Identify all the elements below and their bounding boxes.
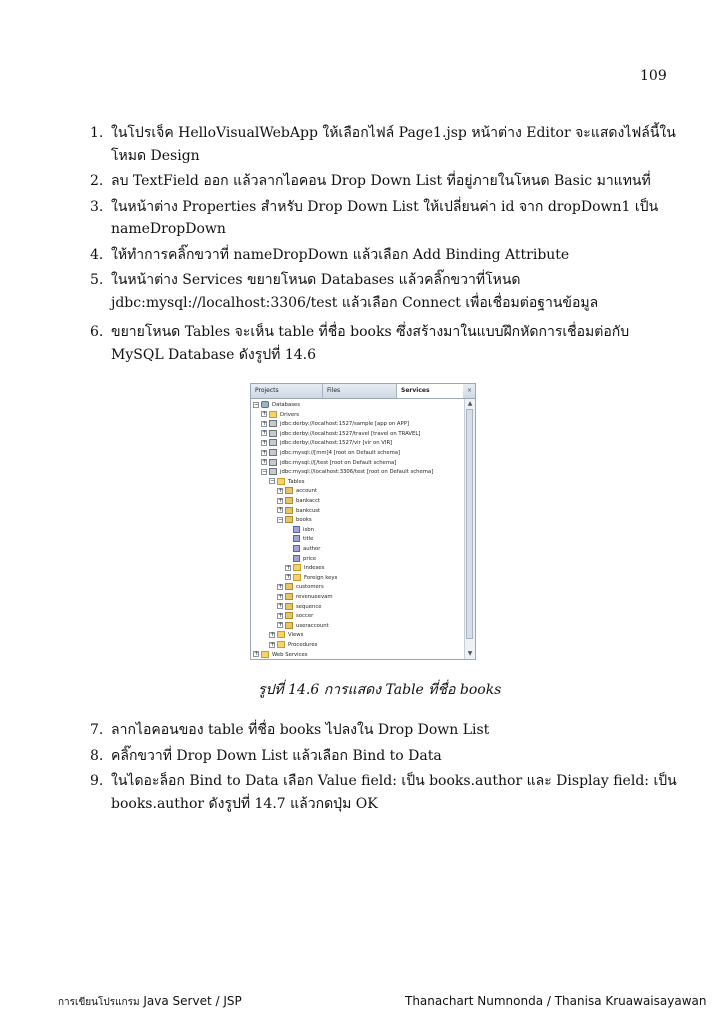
expand-icon[interactable]: + xyxy=(262,458,268,466)
expand-icon[interactable]: + xyxy=(286,563,292,571)
tree-node-label: Procedures xyxy=(288,642,318,648)
tree-node-label: price xyxy=(303,555,317,562)
footer-course-title xyxy=(58,994,242,1010)
conn-icon xyxy=(269,449,277,456)
folder-icon xyxy=(293,564,301,571)
figure-caption: รูปที่ 14.6 การแสดง Table ที่ชื่อ books xyxy=(258,682,502,698)
expand-icon[interactable]: + xyxy=(278,582,284,590)
page-number: 109 xyxy=(640,68,667,84)
tree-node[interactable] xyxy=(293,554,316,564)
expand-icon[interactable]: + xyxy=(278,496,284,504)
tree-node-label: revenueevam xyxy=(296,594,333,600)
tree-node-label: isbn xyxy=(303,526,314,533)
step-number: 3. xyxy=(90,198,104,215)
step-number: 1. xyxy=(90,125,104,141)
window-tab-bar xyxy=(251,384,475,399)
step-text: ในไดอะล็อก Bind to Data เลือก Value field: เป็น books.author และ Display field: เป็น books.author ดังรูปที่ 14.7 แล้วกดปุ่ม OK xyxy=(111,773,677,812)
tree-node-label: sequence xyxy=(296,603,322,610)
folder-icon xyxy=(261,651,269,658)
tree-node[interactable] xyxy=(293,544,320,554)
table-icon xyxy=(285,583,293,590)
table-icon xyxy=(285,593,293,600)
conn-icon xyxy=(269,430,277,437)
step-number: 4. xyxy=(90,246,104,263)
close-icon[interactable]: × xyxy=(466,387,472,394)
folder-icon xyxy=(277,478,285,485)
tree-node[interactable] xyxy=(285,563,324,573)
tab-files[interactable]: Files xyxy=(323,384,397,398)
step-number: 9. xyxy=(90,773,104,789)
step-item xyxy=(82,122,682,167)
tree-node[interactable] xyxy=(293,525,314,535)
step-text: ให้ทำการคลิ๊กขวาที่ nameDropDown แล้วเลือก Add Binding Attribute xyxy=(111,246,570,263)
table-icon xyxy=(285,487,293,494)
tree-node-label: Drivers xyxy=(280,411,300,418)
table-icon xyxy=(285,612,293,619)
step-text: ในโปรเจ็ค HelloVisualWebApp ให้เลือกไฟล์ Page1.jsp หน้าต่าง Editor จะแสดงไฟล์นี้ในโหมด Design xyxy=(111,125,676,164)
scroll-down-icon[interactable]: ▼ xyxy=(467,650,473,657)
folder-icon xyxy=(277,641,285,648)
folder-icon xyxy=(293,574,301,581)
tree-node-label: jdbc:mysql://localhost:3306/test [root on Default schema] xyxy=(280,469,434,476)
col-icon xyxy=(293,526,300,533)
expand-icon[interactable]: + xyxy=(262,410,268,418)
tree-node[interactable] xyxy=(261,410,299,420)
tab-projects[interactable]: Projects xyxy=(251,384,323,398)
tree-node-label: Tables xyxy=(288,478,305,485)
footer-course-en: Java Servet / JSP xyxy=(143,994,242,1008)
step-number: 7. xyxy=(90,722,104,738)
tree-node[interactable] xyxy=(277,592,333,602)
step-text: ในหน้าต่าง Services ขยายโหนด Databases แล้วคลิ๊กขวาที่โหนด jdbc:mysql://localhost:3306/test แล้วเลือก Connect เพื่อเชื่อมต่อฐานข้อมูล xyxy=(111,272,599,311)
step-item xyxy=(82,719,682,742)
expand-icon[interactable]: + xyxy=(278,506,284,514)
tree-node-label: account xyxy=(296,488,318,495)
tree-node[interactable] xyxy=(253,400,300,410)
table-icon xyxy=(285,497,293,504)
table-icon xyxy=(285,622,293,629)
tab-services[interactable]: Services xyxy=(397,384,463,398)
tree-node[interactable] xyxy=(269,630,303,640)
expand-icon[interactable]: + xyxy=(262,429,268,437)
step-item xyxy=(82,196,682,241)
expand-icon[interactable]: + xyxy=(278,611,284,619)
collapse-icon[interactable]: − xyxy=(278,515,284,523)
step-text: ขยายโหนด Tables จะเห็น table ที่ชื่อ books ซึ่งสร้างมาในแบบฝึกหัดการเชื่อมต่อกับ MySQL Database ดังรูปที่ 14.6 xyxy=(111,324,630,363)
step-item xyxy=(82,170,682,193)
tree-node[interactable] xyxy=(261,467,433,477)
tree-node[interactable] xyxy=(285,573,337,583)
tree-node-label: Foreign keys xyxy=(304,574,338,581)
expand-icon[interactable]: + xyxy=(278,592,284,600)
tree-node-label: jdbc:derby://localhost:1527/travel [travel on TRAVEL] xyxy=(280,430,421,437)
expand-icon[interactable]: + xyxy=(278,602,284,610)
tree-node-label: title xyxy=(303,536,314,543)
tree-node[interactable] xyxy=(269,477,304,487)
tree-node[interactable] xyxy=(261,448,400,458)
tree-node[interactable] xyxy=(277,496,320,506)
table-icon xyxy=(285,507,293,514)
tree-node-label: jdbc:derby://localhost:1527/sample [app on APP] xyxy=(280,421,410,428)
col-icon xyxy=(293,555,300,562)
tree-node-label: Web Services xyxy=(272,651,308,658)
expand-icon[interactable]: + xyxy=(270,630,276,638)
tree-node[interactable] xyxy=(293,534,313,544)
tree-node[interactable] xyxy=(269,640,317,650)
tree-node[interactable] xyxy=(261,458,396,468)
scrollbar-thumb[interactable] xyxy=(466,409,473,639)
step-item xyxy=(82,269,682,314)
tree-node[interactable] xyxy=(261,419,409,429)
folder-icon xyxy=(277,631,285,638)
tree-node-label: Databases xyxy=(272,402,301,408)
tree-node[interactable] xyxy=(277,515,312,525)
tree-node[interactable] xyxy=(277,611,313,621)
tree-node-label: author xyxy=(303,546,321,552)
tree-node[interactable] xyxy=(277,621,329,631)
step-number: 2. xyxy=(90,173,104,189)
conn-icon xyxy=(269,420,277,427)
tree-node[interactable] xyxy=(261,438,392,448)
conn-icon xyxy=(269,439,277,446)
footer-course-thai: การเขียนโปรแกรม xyxy=(58,997,140,1008)
step-item xyxy=(82,770,682,815)
expand-icon[interactable]: + xyxy=(270,640,276,648)
expand-icon[interactable]: + xyxy=(278,621,284,629)
tree-node-label: soccer xyxy=(296,613,314,620)
step-number: 5. xyxy=(90,272,104,288)
tree-node-label: jdbc:derby://localhost:1527/vir [vir on VIR] xyxy=(280,440,393,447)
step-item xyxy=(82,321,682,366)
db-icon xyxy=(261,401,269,408)
tree-node-label: Indexes xyxy=(304,565,325,572)
steps-list-part2 xyxy=(82,719,682,818)
services-window-screenshot xyxy=(250,383,476,660)
tree-node-label: books xyxy=(296,517,312,524)
tree-node-label: bankcust xyxy=(296,507,321,514)
table-icon xyxy=(285,516,293,523)
expand-icon[interactable]: + xyxy=(262,448,268,456)
tree-node-label: jdbc:mysql://[/test [root on Default schema] xyxy=(280,459,397,466)
step-text: คลิ๊กขวาที่ Drop Down List แล้วเลือก Bind to Data xyxy=(111,747,442,764)
conn-icon xyxy=(269,459,277,466)
footer-authors: Thanachart Numnonda / Thanisa Kruawaisayawan xyxy=(405,994,707,1008)
collapse-icon[interactable]: − xyxy=(270,477,276,485)
step-text: ในหน้าต่าง Properties สำหรับ Drop Down List ให้เปลี่ยนค่า id จาก dropDown1 เป็น nameDropDown xyxy=(111,198,659,237)
tree-node[interactable] xyxy=(277,602,322,612)
scroll-up-icon[interactable]: ▲ xyxy=(467,400,473,407)
steps-list-part1 xyxy=(82,122,682,369)
tree-node[interactable] xyxy=(261,429,420,439)
expand-icon[interactable]: + xyxy=(262,438,268,446)
vertical-scrollbar[interactable] xyxy=(464,399,475,659)
tree-node[interactable] xyxy=(253,650,308,660)
expand-icon[interactable]: + xyxy=(278,486,284,494)
tree-node-label: useraccount xyxy=(296,622,329,629)
expand-icon[interactable]: + xyxy=(254,650,260,658)
step-text: ลากไอคอนของ table ที่ชื่อ books ไปลงใน Drop Down List xyxy=(111,722,490,738)
step-number: 8. xyxy=(90,747,104,764)
col-icon xyxy=(293,535,300,542)
expand-icon[interactable]: + xyxy=(286,573,292,581)
expand-icon[interactable]: + xyxy=(262,419,268,427)
tree-node[interactable] xyxy=(277,486,317,496)
step-item xyxy=(82,745,682,768)
step-item xyxy=(82,244,682,267)
folder-icon xyxy=(269,411,277,418)
collapse-icon[interactable]: − xyxy=(262,467,268,475)
col-icon xyxy=(293,545,300,552)
tree-node[interactable] xyxy=(277,506,320,516)
table-icon xyxy=(285,603,293,610)
conn-icon xyxy=(269,468,277,475)
step-text: ลบ TextField ออก แล้วลากไอคอน Drop Down List ที่อยู่ภายในโหนด Basic มาแทนที่ xyxy=(111,173,651,189)
tree-node-label: customers xyxy=(296,584,324,591)
tree-node-label: bankacct xyxy=(296,498,321,504)
tree-node[interactable] xyxy=(277,582,324,592)
collapse-icon[interactable]: − xyxy=(254,400,260,408)
step-number: 6. xyxy=(90,324,104,340)
tree-node-label: jdbc:mysql://[mm]4 [root on Default schema] xyxy=(280,450,401,456)
tree-node-label: Views xyxy=(288,632,304,639)
